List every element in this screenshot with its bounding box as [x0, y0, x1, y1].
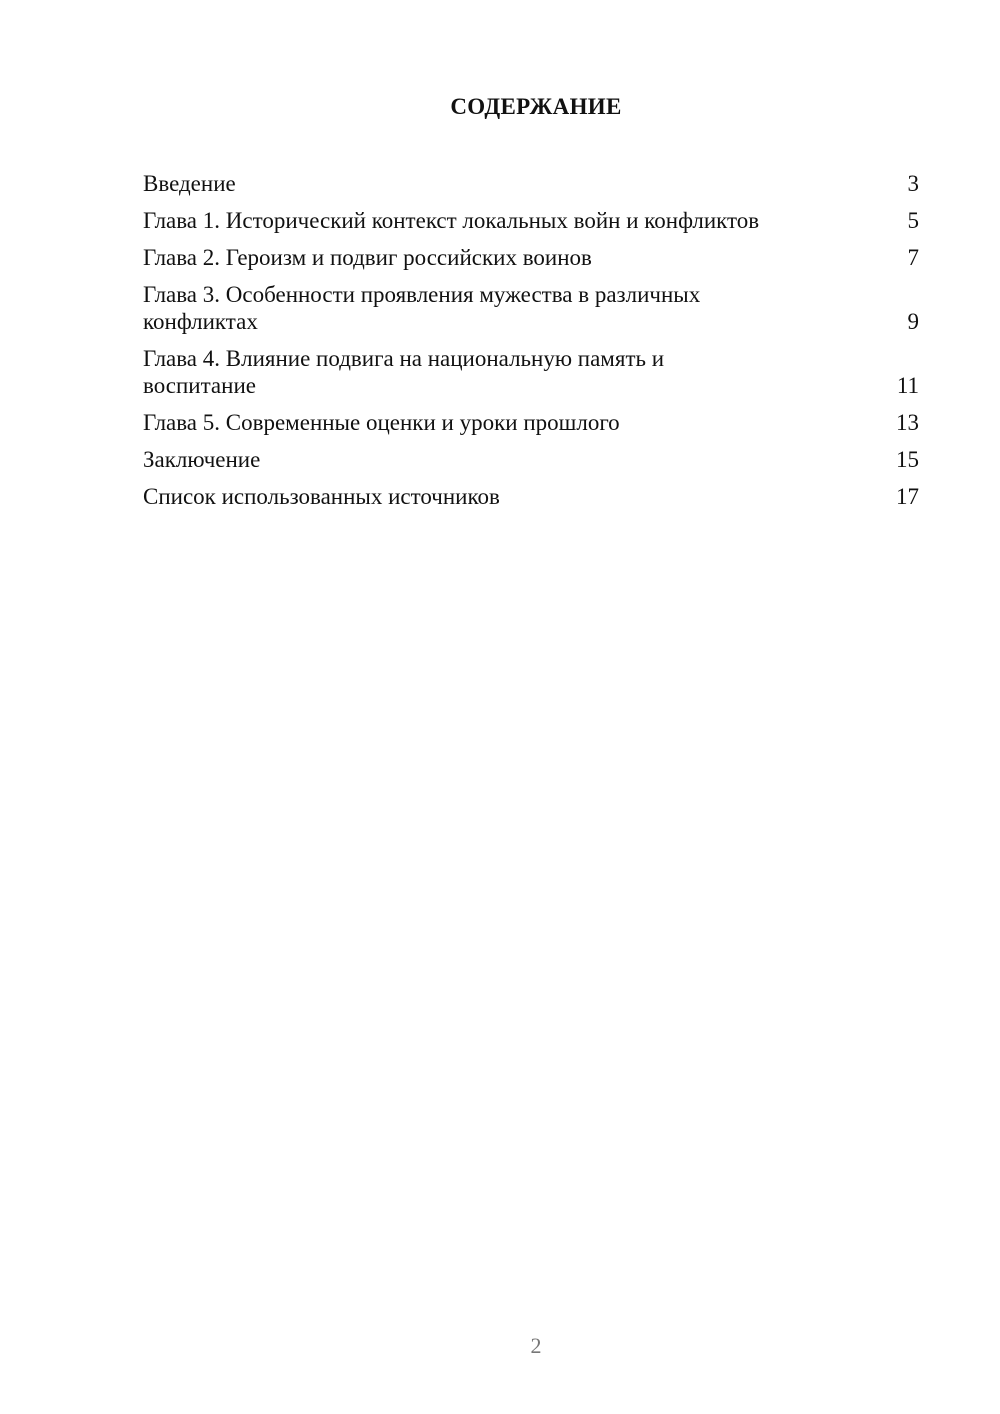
toc-item-label: Глава 5. Современные оценки и уроки прошлого: [143, 410, 620, 435]
toc-item-conclusion: [143, 446, 919, 473]
table-of-contents: [143, 170, 919, 520]
toc-item-page: 9: [907, 309, 919, 334]
toc-item-label: Глава 3. Особенности проявления мужества в различных конфликтах: [143, 282, 701, 334]
toc-item-introduction: [143, 170, 919, 197]
toc-item-label: Список использованных источников: [143, 484, 500, 509]
toc-item-label: Введение: [143, 171, 236, 196]
toc-item-page: 13: [896, 410, 919, 435]
toc-item-label: Глава 1. Исторический контекст локальных войн и конфликтов: [143, 208, 760, 233]
toc-item-chapter-2: [143, 244, 919, 271]
toc-item-chapter-1: [143, 207, 919, 234]
toc-item-page: 11: [896, 373, 919, 398]
toc-item-label: Заключение: [143, 447, 261, 472]
toc-item-page: 5: [907, 208, 919, 233]
toc-item-chapter-4: [143, 345, 919, 399]
toc-item-label: Глава 2. Героизм и подвиг российских воинов: [143, 245, 592, 270]
title-container: [0, 94, 1000, 120]
toc-item-page: 3: [907, 171, 919, 196]
toc-item-references: [143, 483, 919, 510]
toc-item-page: 15: [896, 447, 919, 472]
toc-item-page: 17: [896, 484, 919, 509]
toc-item-chapter-5: [143, 409, 919, 436]
toc-title: СОДЕРЖАНИЕ: [450, 94, 622, 119]
page-number: 2: [530, 1333, 542, 1358]
toc-item-label: Глава 4. Влияние подвига на национальную память и воспитание: [143, 346, 665, 398]
toc-item-chapter-3: [143, 281, 919, 335]
toc-item-page: 7: [907, 245, 919, 270]
